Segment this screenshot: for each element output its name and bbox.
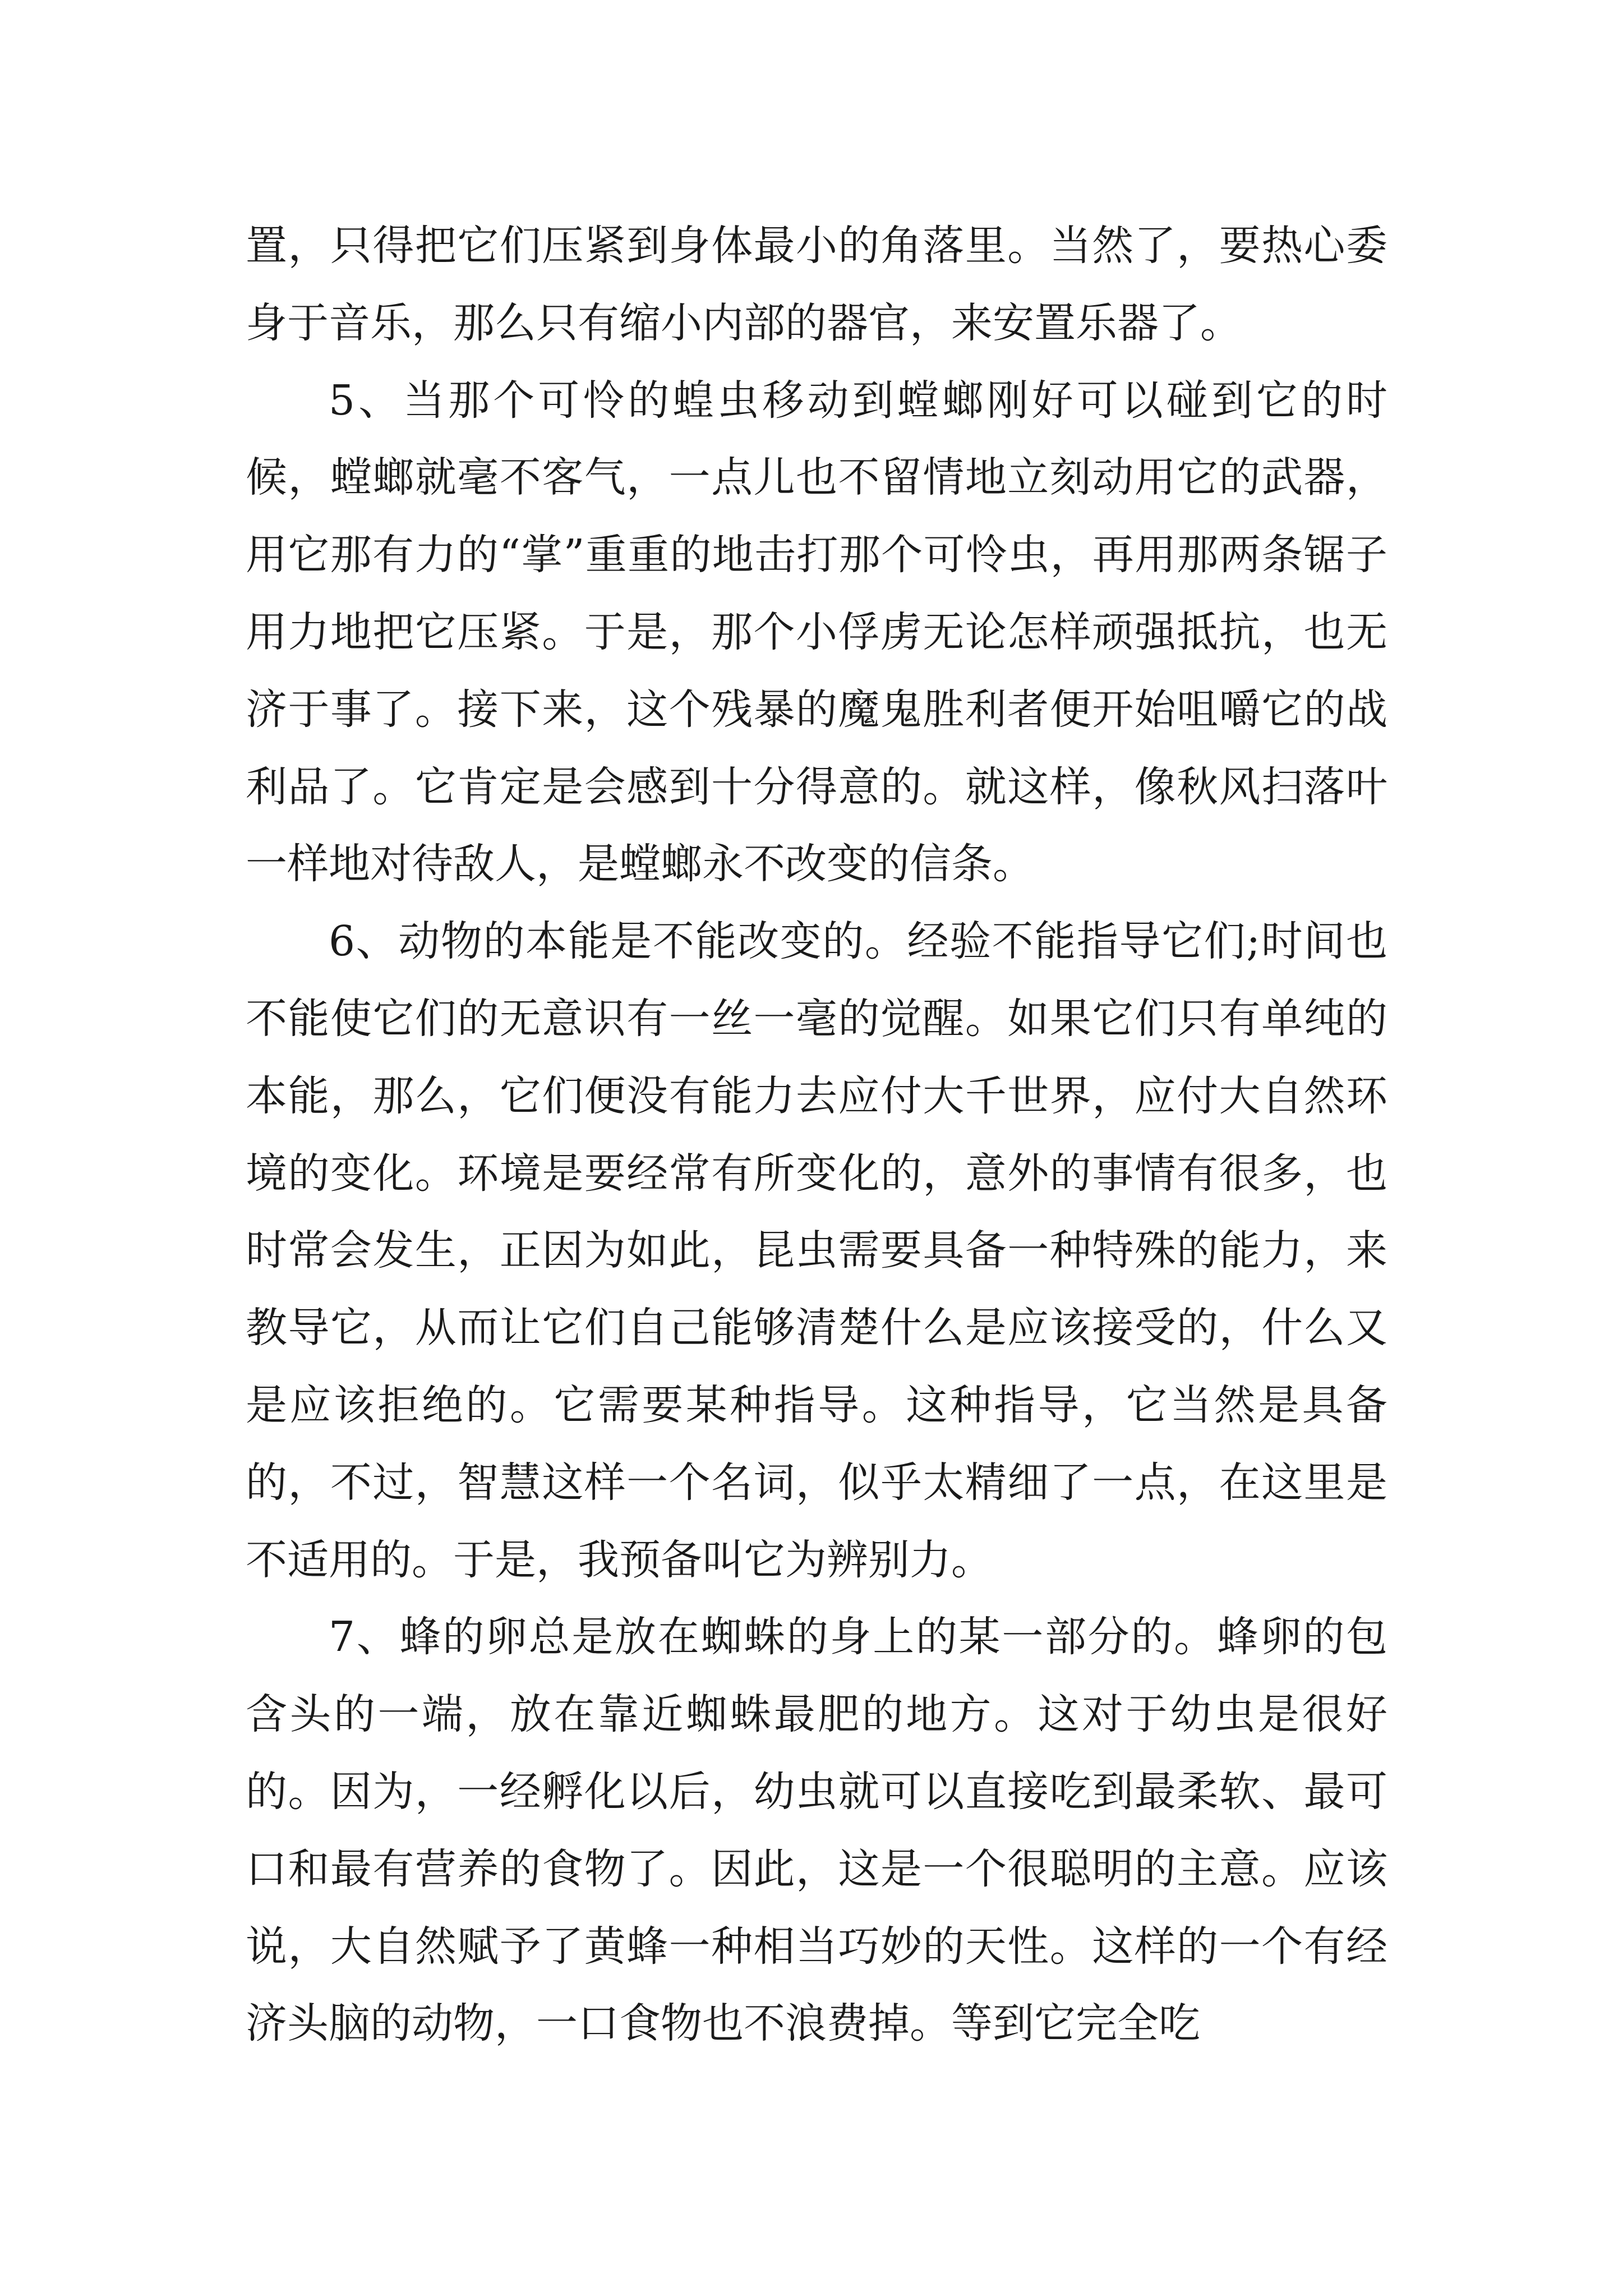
- paragraph-7: 7、蜂的卵总是放在蜘蛛的身上的某一部分的。蜂卵的包含头的一端，放在靠近蜘蛛最肥的地方。这对于幼虫是很好的。因为，一经孵化以后，幼虫就可以直接吃到最柔软、最可口和最有营养的食物了。因此，这是一个很聪明的主意。应该说，大自然赋予了黄蜂一种相当巧妙的天性。这样的一个有经济头脑的动物，一口食物也不浪费掉。等到它完全吃: [246, 1613, 1387, 2048]
- body-text: [246, 208, 1387, 2063]
- paragraph-6: 6、动物的本能是不能改变的。经验不能指导它们;时间也不能使它们的无意识有一丝一毫的觉醒。如果它们只有单纯的本能，那么，它们便没有能力去应付大千世界，应付大自然环境的变化。环境是要经常有所变化的，意外的事情有很多，也时常会发生，正因为如此，昆虫需要具备一种特殊的能力，来教导它，从而让它们自己能够清楚什么是应该接受的，什么又是应该拒绝的。它需要某种指导。这种指导，它当然是具备的，不过，智慧这样一个名词，似乎太精细了一点，在这里是不适用的。于是，我预备叫它为辨别力。: [246, 917, 1387, 1584]
- paragraph-5: 5、当那个可怜的蝗虫移动到螳螂刚好可以碰到它的时候，螳螂就毫不客气，一点儿也不留情地立刻动用它的武器，用它那有力的“掌”重重的地击打那个可怜虫，再用那两条锯子用力地把它压紧。于是，那个小俘虏无论怎样顽强抵抗，也无济于事了。接下来，这个残暴的魔鬼胜利者便开始咀嚼它的战利品了。它肯定是会感到十分得意的。就这样，像秋风扫落叶一样地对待敌人，是螳螂永不改变的信条。: [246, 376, 1387, 889]
- paragraph-continuation: 置，只得把它们压紧到身体最小的角落里。当然了，要热心委身于音乐，那么只有缩小内部的器官，来安置乐器了。: [246, 222, 1387, 347]
